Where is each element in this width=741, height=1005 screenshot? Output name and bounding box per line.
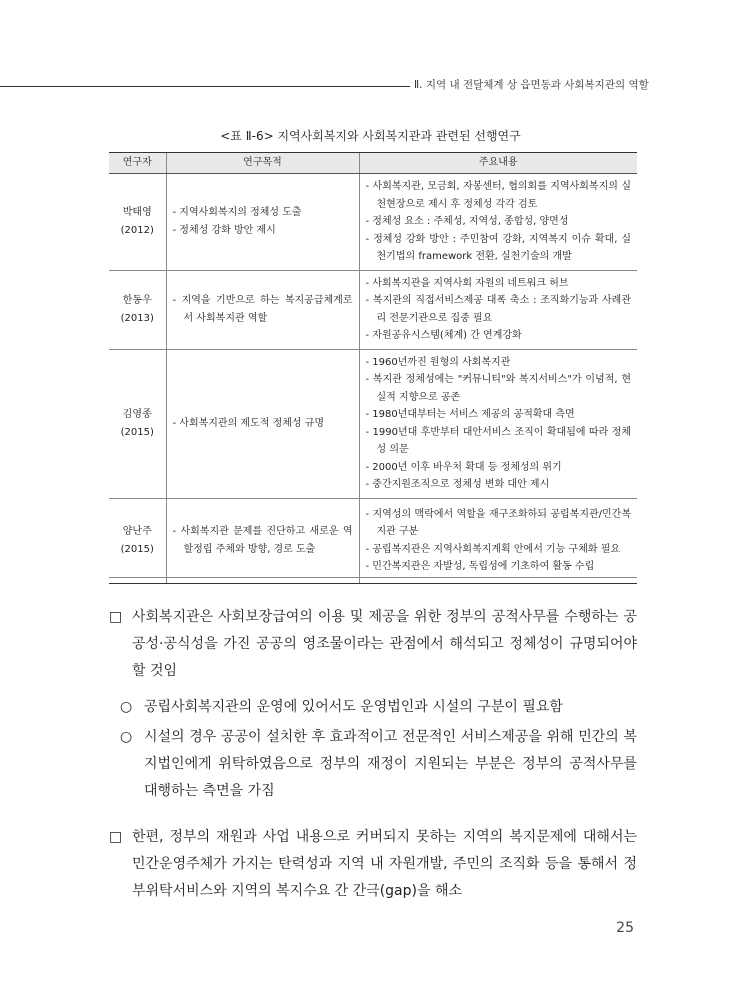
author-name: 한동우 (2013) — [120, 295, 154, 324]
purpose-cell — [166, 270, 359, 349]
content-item: - 정체성 강화 방안 : 주민참여 강화, 지역복지 이슈 확대, 실천기법의 framework 전환, 실천기술의 개발 — [366, 231, 632, 266]
content-item: - 복지관의 직접서비스제공 대폭 축소 : 조직화기능과 사례관리 전문기관으로 집중 필요 — [366, 292, 632, 327]
research-table — [109, 152, 637, 584]
content-cell — [359, 174, 637, 271]
content-cell — [359, 349, 637, 498]
paragraph-text: 시설의 경우 공공이 설치한 후 효과적이고 전문적인 서비스제공을 위해 민간의 복지법인에게 위탁하였음으로 정부의 재정이 지원되는 부분은 정부의 공적사무를 대행하는 측면을 가짐 — [144, 729, 637, 799]
purpose-item: - 사회복지관 문제를 진단하고 새로운 역할정립 주체와 방향, 경로 도출 — [173, 523, 353, 558]
main-paragraph-1 — [109, 604, 637, 685]
table-caption: <표 Ⅱ-6> 지역사회복지와 사회복지관과 관련된 선행연구 — [220, 129, 521, 143]
table-row — [109, 498, 637, 583]
table-header-row — [109, 153, 637, 174]
purpose-cell — [166, 349, 359, 498]
content-cell — [359, 498, 637, 583]
paragraph-text: 사회복지관은 사회보장급여의 이용 및 제공을 위한 정부의 공적사무를 수행하는 공공성·공식성을 가진 공공의 영조물이라는 관점에서 해석되고 정체성이 규명되어야 할 것임 — [132, 609, 637, 679]
content-item: - 자원공유시스템(체계) 간 연계강화 — [366, 327, 632, 345]
purpose-cell — [166, 174, 359, 271]
purpose-item: - 지역사회복지의 정체성 도출 — [173, 204, 353, 222]
author-cell — [109, 349, 166, 498]
content-item: - 중간지원조직으로 정체성 변화 대안 제시 — [366, 476, 632, 494]
column-header-author: 연구자 — [109, 153, 166, 174]
author-cell — [109, 498, 166, 583]
purpose-item: - 지역을 기반으로 하는 복지공급체계로서 사회복지관 역할 — [173, 292, 353, 327]
table-row — [109, 174, 637, 271]
content-cell — [359, 270, 637, 349]
content-item: - 사회복지관을 지역사회 자원의 네트워크 허브 — [366, 275, 632, 293]
square-bullet-icon: □ — [109, 829, 123, 845]
sub-paragraph-1 — [120, 694, 637, 721]
circle-bullet-icon: ○ — [120, 729, 133, 745]
paragraph-text: 공립사회복지관의 운영에 있어서도 운영법인과 시설의 구분이 필요함 — [144, 699, 563, 715]
section-divider — [109, 577, 637, 578]
author-cell — [109, 270, 166, 349]
page-number: 25 — [616, 920, 634, 936]
content-item: - 사회복지관, 모금회, 자봉센터, 협의회를 지역사회복지의 실천현장으로 제시 후 정체성 각각 검토 — [366, 178, 632, 213]
column-header-purpose: 연구목적 — [166, 153, 359, 174]
table-row — [109, 270, 637, 349]
content-item: - 민간복지관은 자발성, 독립성에 기초하여 활동 수립 — [366, 558, 632, 576]
circle-bullet-icon: ○ — [120, 699, 133, 715]
sub-paragraph-2 — [120, 724, 637, 805]
author-cell — [109, 174, 166, 271]
paragraph-text: 한편, 정부의 재원과 사업 내용으로 커버되지 못하는 지역의 복지문제에 대해서는 민간운영주체가 가지는 탄력성과 지역 내 자원개발, 주민의 조직화 등을 통해서 정부위탁서비스와 지역의 복지수요 간 간극(gap)을 해소 — [132, 829, 637, 899]
content-item: - 1960년까진 원형의 사회복지관 — [366, 354, 632, 372]
square-bullet-icon: □ — [109, 609, 123, 625]
content-item: - 1990년대 후반부터 대안서비스 조직이 확대됨에 따라 정체성 의문 — [366, 424, 632, 459]
header-rule — [0, 86, 410, 87]
author-name: 박태영 (2012) — [120, 207, 154, 236]
content-item: - 복지관 정체성에는 "커뮤니티"와 복지서비스"가 이념적, 현실적 지향으로 공존 — [366, 371, 632, 406]
purpose-item: - 정체성 강화 방안 제시 — [173, 222, 353, 240]
purpose-item: - 사회복지관의 제도적 정체성 규명 — [173, 415, 353, 433]
column-header-content: 주요내용 — [359, 153, 637, 174]
content-item: - 1980년대부터는 서비스 제공의 공적확대 측면 — [366, 406, 632, 424]
author-name: 양난주 (2015) — [120, 526, 154, 555]
table-row — [109, 349, 637, 498]
running-head: Ⅱ. 지역 내 전달체계 상 읍면동과 사회복지관의 역할 — [414, 79, 649, 91]
content-item: - 2000년 이후 바우처 확대 등 정체성의 위기 — [366, 459, 632, 477]
purpose-cell — [166, 498, 359, 583]
content-item: - 지역성의 맥락에서 역할을 재구조화하되 공립복지관/민간복지관 구분 — [366, 506, 632, 541]
author-name: 김영종 (2015) — [120, 409, 154, 438]
main-paragraph-2 — [109, 824, 637, 905]
content-item: - 공립복지관은 지역사회복지계획 안에서 기능 구체화 필요 — [366, 541, 632, 559]
content-item: - 정체성 요소 : 주체성, 지역성, 종합성, 양면성 — [366, 213, 632, 231]
